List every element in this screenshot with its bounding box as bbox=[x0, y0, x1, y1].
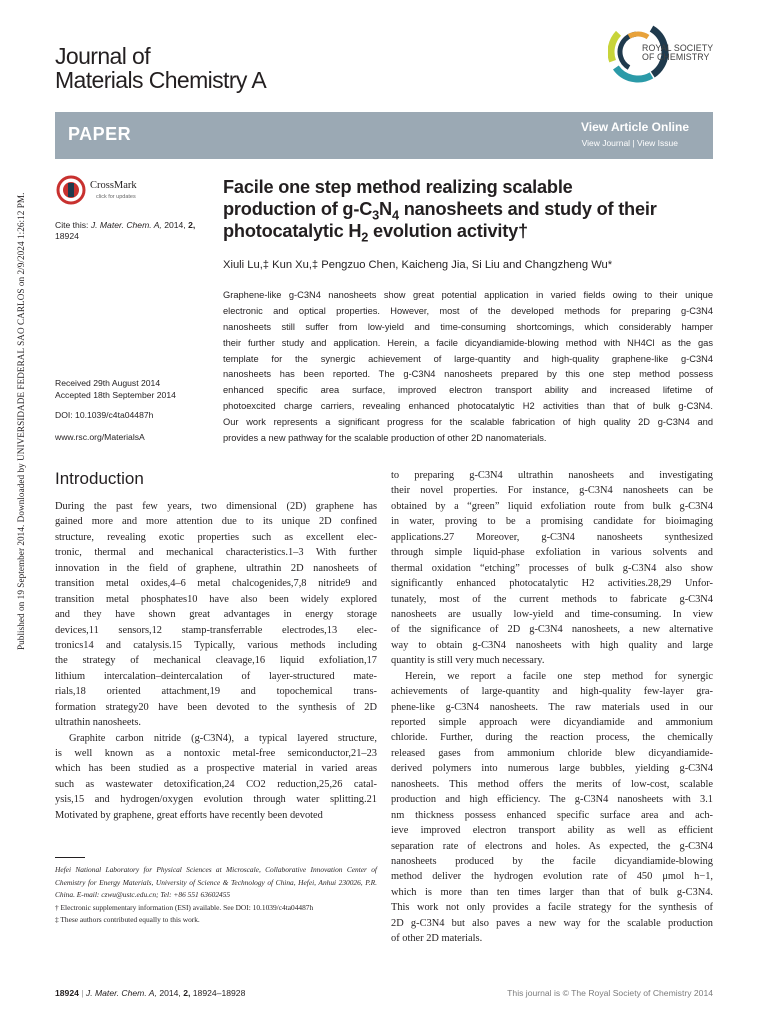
journal-title[interactable] bbox=[55, 44, 266, 92]
accepted-date: Accepted 18th September 2014 bbox=[55, 390, 176, 400]
body-text-line: to preparing g-C3N4 ultrathin nanosheets and investigating bbox=[391, 470, 713, 481]
abstract-line: enhanced specific area surface, improved electron transport ability and increased lifetime of bbox=[223, 385, 713, 396]
view-article-online-link[interactable]: View Article Online bbox=[580, 120, 689, 134]
body-text-line: Herein, we report a facile one step method for synergic bbox=[405, 670, 713, 682]
abstract-line: electronic and optical properties. However, most of the developed methods for preparing g-C3N4 bbox=[223, 305, 713, 316]
body-text-line: ysis,15 and hydrogen/oxygen evolution through water splitting.21 bbox=[55, 794, 377, 806]
footnotes bbox=[55, 864, 377, 927]
body-text-line: is well known as a nontoxic metal-free semiconductor,21–23 bbox=[55, 748, 377, 759]
body-text-line: and they have shown great advantages in energy storage bbox=[55, 609, 377, 621]
view-journal-link[interactable]: View Journal bbox=[581, 138, 631, 148]
body-text-line: lithium intercalation–deintercalation of layer-structured mate- bbox=[55, 670, 377, 682]
view-issue-link[interactable]: View Issue bbox=[637, 138, 678, 148]
body-text-line: During the past few years, two dimensional (2D) graphene has bbox=[55, 501, 377, 512]
body-text-line: which is more than ten times larger than that of bulk g-C3N4. bbox=[391, 886, 713, 898]
crossmark-badge[interactable] bbox=[56, 175, 144, 205]
abstract-line: nanosheets has been reported. The g-C3N4 nanosheets prepared by this one step method possess bbox=[223, 369, 713, 380]
body-text-line: Graphite carbon nitride (g-C3N4), a typical layered structure, bbox=[69, 732, 377, 744]
body-text-line: achievements of large-quantity and high-quality few-layer gra- bbox=[391, 686, 713, 698]
body-text-line: which has been studied as a prospective material in varied areas bbox=[55, 763, 377, 775]
section-heading-introduction: Introduction bbox=[55, 469, 144, 488]
body-text-line: ieve improved electron transport ability as well as efficient bbox=[391, 825, 713, 837]
journal-title-line2: Materials Chemistry A bbox=[55, 67, 267, 93]
journal-url[interactable]: www.rsc.org/MaterialsA bbox=[55, 432, 145, 442]
body-text-line: rials,18 oriented attachment,19 and topochemical trans- bbox=[55, 686, 377, 698]
body-text-line: tunately, most of the current methods to fabricate g-C3N4 bbox=[391, 593, 713, 605]
rsc-logo-text: ROYAL SOCIETY OF CHEMISTRY bbox=[642, 43, 714, 62]
right-column bbox=[391, 468, 713, 947]
body-text-line: formation strategy20 have been devoted to the synthesis of 2D bbox=[55, 701, 377, 713]
body-text-line: nanosheets. This method offers the merits of low-cost, scalable bbox=[391, 778, 713, 790]
crossmark-sub: click for updates bbox=[96, 194, 136, 200]
body-text-line: thermal oxidation “etching” processes of bulk g-C3N4 also show bbox=[391, 562, 713, 574]
body-text-line: through simple liquid-phase exfoliation in various solvents and bbox=[391, 547, 713, 559]
body-text-line: tronics14 and catalysis.15 Typically, various methods including bbox=[55, 639, 377, 651]
body-text-line: significantly enhanced photocatalytic H2 activities.28,29 Unfor- bbox=[391, 578, 713, 590]
body-text-line: nanosheets produced by the facile dicyandiamide-blowing bbox=[391, 855, 713, 867]
body-text-line: transition metal phosphates10 have also been widely explored bbox=[55, 593, 377, 605]
abstract-line: Graphene-like g-C3N4 nanosheets show great potential application in varied fields owing to their unique bbox=[223, 290, 713, 300]
body-text-line: the strategy of mechanical cleavage,16 liquid exfoliation,17 bbox=[55, 655, 377, 667]
body-text-line: derived polymers into numerous large bubbles, yielding g-C3N4 bbox=[391, 763, 713, 775]
doi[interactable]: DOI: 10.1039/c4ta04487h bbox=[55, 410, 154, 420]
body-text-line: released gases from ammonium chloride blew dicyandiamide- bbox=[391, 747, 713, 759]
body-text-line: structure, revealing exotic properties such as excellent elec- bbox=[55, 531, 377, 543]
abstract-line: nanosheets still suffer from low-yield and time-consuming shortcomings, which considerably hamper bbox=[223, 321, 713, 332]
body-text-line: obtained by a “green” liquid exfoliation route from bulk g-C3N4 bbox=[391, 500, 713, 512]
abstract bbox=[223, 288, 713, 447]
page-footer-copyright: This journal is © The Royal Society of Chemistry 2014 bbox=[507, 988, 713, 998]
body-text-line: chloride. Further, during the reaction process, the chemically bbox=[391, 732, 713, 744]
article-type-banner bbox=[55, 112, 713, 159]
body-text-line: in water, proving to be a promising candidate for bioimaging bbox=[391, 516, 713, 528]
body-text-line: production and high efficiency. The g-C3N4 nanosheets with 3.1 bbox=[391, 794, 713, 806]
esi-footnote: † Electronic supplementary information (ESI) available. See DOI: 10.1039/c4ta04487h bbox=[55, 902, 314, 912]
body-text-line: ultrathin nanosheets. bbox=[55, 717, 141, 729]
article-title: Facile one step method realizing scalable production of $g-C_3N_4$ nanosheets and study of their photocatalytic $H_2$ evolution activity† bbox=[223, 177, 657, 245]
affiliation-footnote: Hefei National Laboratory for Physical Sciences at Microscale, Collaborative Innovation Center of Chemistry for Energy Materials, University of Science & Technology of China, Hefei, Anhui 230026, P.R. China. E-mail: czwu@ustc.edu.cn; Tel: +86 551 63602455 bbox=[55, 865, 377, 900]
journal-title-line1: Journal of bbox=[55, 43, 151, 69]
author-list: Xiuli Lu,‡ Kun Xu,‡ Pengzuo Chen, Kaicheng Jia, Si Liu and Changzheng Wu* bbox=[223, 259, 613, 271]
body-text-line: nanosheets are usually low-yield and time-consuming. In view bbox=[391, 608, 713, 620]
body-text-line: method deliver the hydrogen evolution rate of 450 μmol h−1, bbox=[391, 871, 713, 883]
download-notice: Published on 19 September 2014. Downloaded by UNIVERSIDADE FEDERAL SAO CARLOS on 2/9/2024 1:26:12 PM. bbox=[16, 192, 26, 650]
body-text-line: applications.27 Moreover, g-C3N4 nanosheets synthesized bbox=[391, 531, 713, 543]
body-text-line: way to obtain g-C3N4 nanosheets with high quality and large bbox=[391, 639, 713, 651]
body-text-line: devices,11 sensors,12 stamp-transferrable electrodes,13 elec- bbox=[55, 624, 377, 636]
body-text-line: their novel properties. For instance, g-C3N4 nanosheets can be bbox=[391, 485, 713, 497]
body-text-line: such as wastewater detoxification,24 CO2 reduction,25,26 catal- bbox=[55, 778, 377, 790]
body-text-line: nm thickness possess enhanced specific surface area and ach- bbox=[391, 809, 713, 821]
body-text-line: This work not only provides a facile strategy for the synthesis of bbox=[391, 902, 713, 914]
abstract-line: photoexcited charge carriers, revealing enhanced photocatalytic H2 activities than that of bulk g-C3N4. bbox=[223, 401, 713, 412]
crossmark-icon bbox=[56, 175, 86, 205]
body-text-line: of the significance of 2D g-C3N4 nanosheets, a new alternative bbox=[391, 624, 713, 636]
equal-contribution-footnote: ‡ These authors contributed equally to this work. bbox=[55, 915, 200, 925]
cite-this: Cite this: J. Mater. Chem. A, 2014, 2, 18924 bbox=[55, 220, 196, 241]
left-column bbox=[55, 499, 377, 823]
body-text-line: innovation in the field of graphene, ultrathin 2D nanosheets of bbox=[55, 562, 377, 574]
journal-links bbox=[582, 138, 678, 148]
body-text-line: 2D g-C3N4 but also paves a new way for the scalable production bbox=[391, 917, 713, 929]
footnote-rule bbox=[55, 857, 85, 858]
body-text-line: Motivated by graphene, great efforts have recently been devoted bbox=[55, 809, 323, 821]
article-type-label: PAPER bbox=[68, 124, 132, 144]
crossmark-label: CrossMark bbox=[90, 180, 137, 191]
body-text-line: separation rate of electrons and holes. As expected, the g-C3N4 bbox=[391, 840, 713, 852]
abstract-line: provides a new pathway for the scalable production of other 2D nanomaterials. bbox=[223, 433, 547, 444]
body-text-line: gained more and more attention due to its unique 2D confined bbox=[55, 516, 377, 528]
received-date: Received 29th August 2014 bbox=[55, 378, 161, 388]
page-footer-citation: 18924 | J. Mater. Chem. A, 2014, 2, 18924–18928 bbox=[55, 988, 246, 998]
abstract-line: their further study and application. Herein, a facile dicyandiamide-blowing method with NH4Cl as the gas bbox=[223, 337, 713, 348]
body-text-line: phene-like g-C3N4 nanosheets. The raw materials used in our bbox=[391, 701, 713, 713]
body-text-line: quantity is still very much necessary. bbox=[391, 655, 545, 667]
body-text-line: tronic, thermal and mechanical characteristics.1–3 With further bbox=[55, 547, 377, 559]
abstract-line: Our work represents a significant progress for the scalable fabrication of high quality 2D g-C3N4 and bbox=[223, 417, 713, 428]
abstract-line: template for the synergic achievement of large-quantity and high-quality graphene-like g-C3N4 bbox=[223, 353, 713, 364]
link-separator: | bbox=[632, 138, 635, 148]
body-text-line: reported simple approach were dicyandiamide and ammonium bbox=[391, 717, 713, 728]
body-text-line: transition metal oxides,4–6 metal chalcogenides,7,8 nitride9 and bbox=[55, 578, 377, 590]
body-text-line: of other 2D materials. bbox=[391, 933, 483, 945]
